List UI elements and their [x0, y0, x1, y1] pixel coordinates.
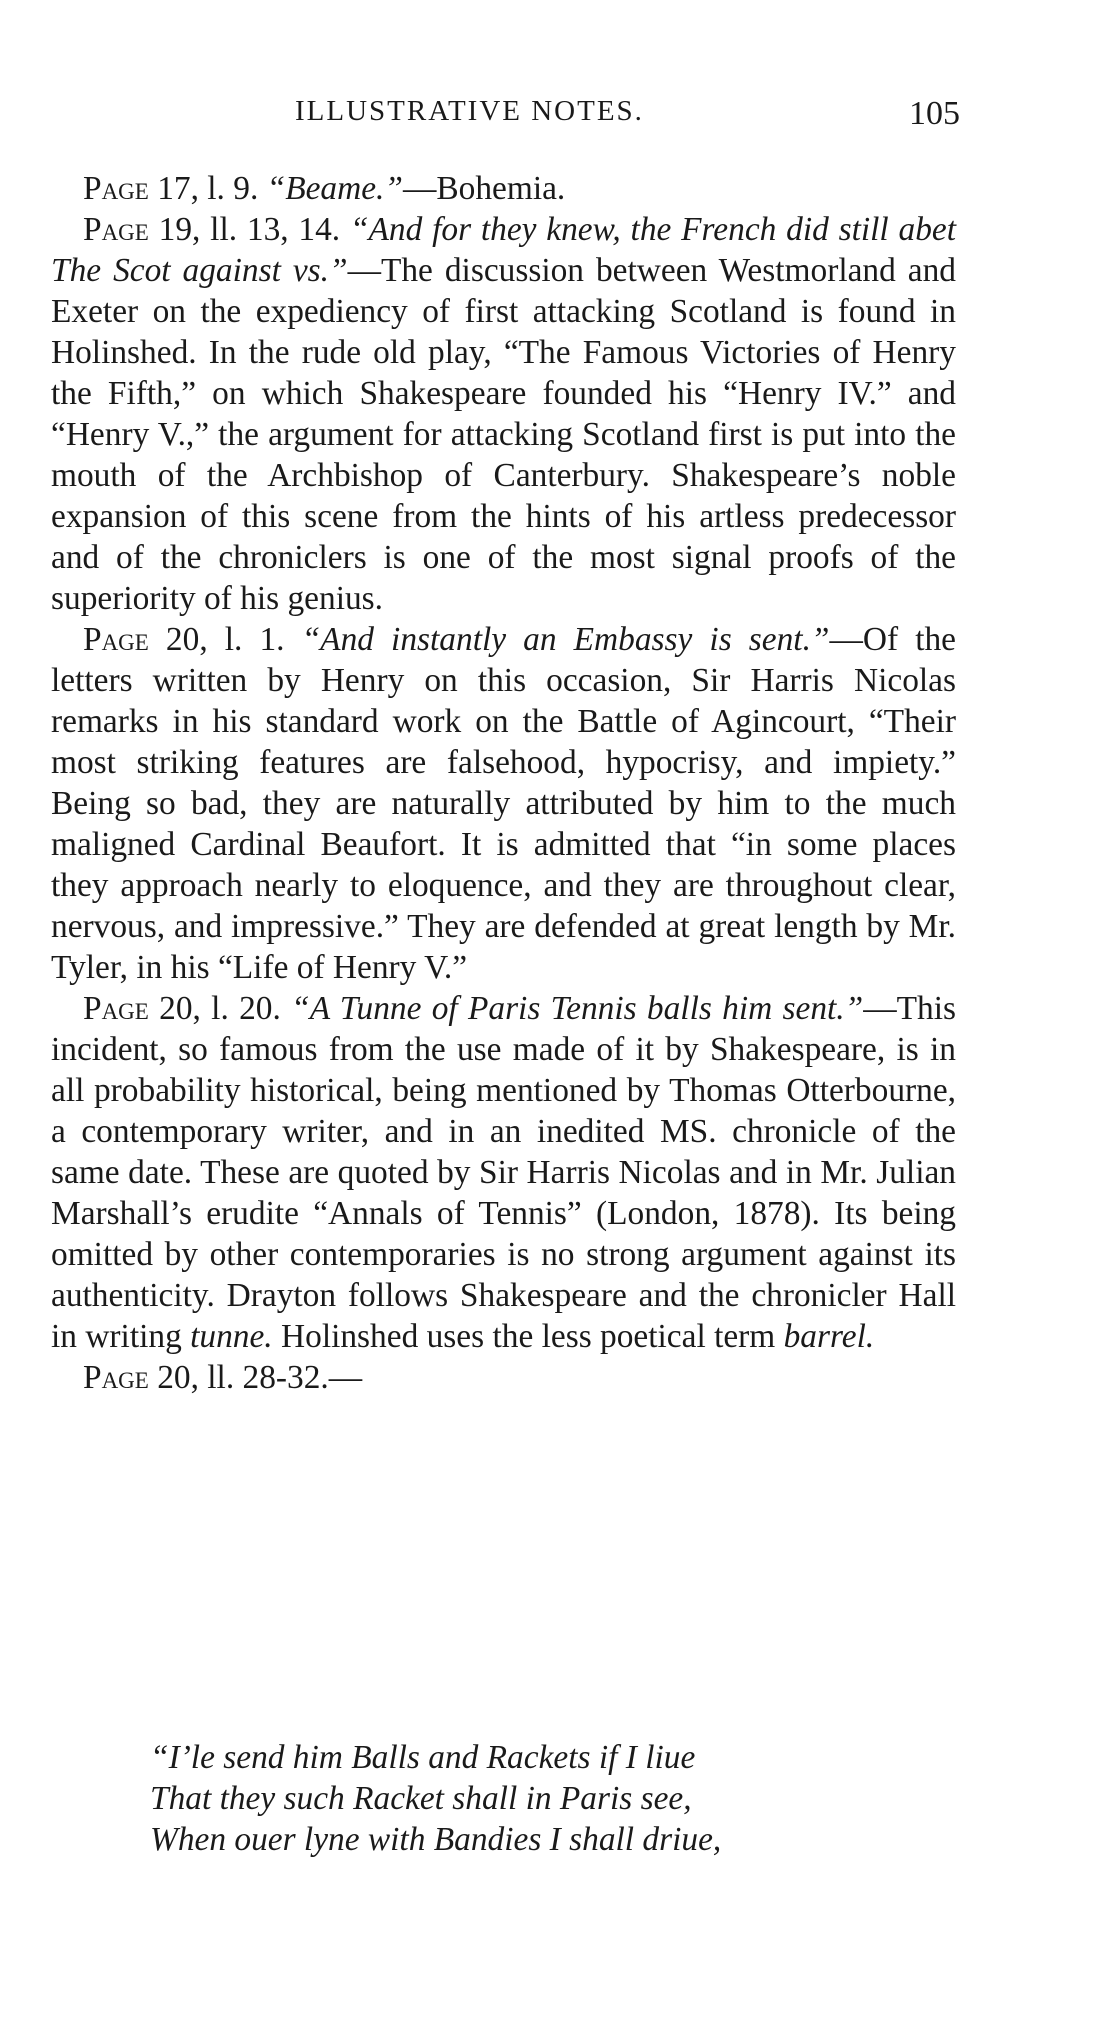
verse-line: When ouer lyne with Bandies I shall driue, [150, 1821, 722, 1858]
note-quote: “And for they knew, the French did still abet The Scot against vs.” [51, 211, 956, 289]
note-emphasis-barrel: barrel. [783, 1318, 875, 1355]
note-body: —Of the letters written by Henry on this occasion, Sir Harris Nicolas remarks in his standard work on the Battle of Agincourt, “Their most striking features are falsehood, hypocrisy, and impiety.” Being so bad, they are naturally attributed by him to the much maligned Cardinal Beaufort. It is admitted that “in some places they approach nearly to eloquence, and they are throughout clear, nervous, and impressive.” They are defended at great length by Mr. Tyler, in his “Life of Henry V.” [51, 621, 957, 986]
note-ref-label: Page [83, 621, 149, 658]
note-body: Holinshed uses the less poetical term [272, 1318, 784, 1355]
note-page-20-lines-28-32 [51, 1357, 956, 1398]
notes-text [51, 168, 956, 1398]
note-body: —Bohemia. [402, 170, 566, 207]
note-quote: “Beame.” [266, 170, 403, 207]
note-page-17 [51, 168, 956, 209]
note-emphasis-tunne: tunne. [190, 1318, 273, 1355]
verse-line: “I’le send him Balls and Rackets if I liue [150, 1739, 696, 1776]
note-body: —The discussion between Westmorland and Exeter on the expediency of first attacking Scotland is found in Holinshed. In the rude old play, “The Famous Victories of Henry the Fifth,” on which Shakespeare founded his “Henry IV.” and “Henry V.,” the argument for attacking Scotland first is put into the mouth of the Archbishop of Canterbury. Shakespeare’s noble expansion of this scene from the hints of his artless predecessor and of the chroniclers is one of the most signal proofs of the superiority of his genius. [51, 252, 956, 617]
note-ref-label: Page [83, 990, 149, 1027]
verse-quotation [150, 1737, 950, 1860]
note-ref-location: 20, ll. 28-32.— [148, 1359, 363, 1396]
note-ref-label: Page [83, 211, 149, 248]
note-ref-label: Page [83, 1359, 149, 1396]
verse-line: That they such Racket shall in Paris see, [150, 1780, 692, 1817]
note-ref-location: 20, l. 1. [148, 621, 302, 658]
note-page-20-line-20 [51, 988, 956, 1357]
page-number: 105 [909, 95, 960, 132]
note-ref-label: Page [83, 170, 149, 207]
note-body: —This incident, so famous from the use made of it by Shakespeare, is in all probability historical, being mentioned by Thomas Otterbourne, a contemporary writer, and in an inedited MS. chronicle of the same date. These are quoted by Sir Harris Nicolas and in Mr. Julian Marshall’s erudite “Annals of Tennis” (London, 1878). Its being omitted by other contemporaries is no strong argument against its authenticity. Drayton follows Shakespeare and the chronicler Hall in writing [51, 990, 956, 1355]
note-quote: “A Tunne of Paris Tennis balls him sent.” [291, 990, 864, 1027]
page-header [50, 95, 960, 145]
running-title: ILLUSTRATIVE NOTES. [295, 95, 644, 127]
note-ref-location: 17, l. 9. [148, 170, 267, 207]
note-ref-location: 20, l. 20. [148, 990, 292, 1027]
note-page-20-line-1 [51, 619, 956, 988]
note-page-19 [51, 209, 956, 619]
note-ref-location: 19, ll. 13, 14. [148, 211, 350, 248]
note-quote: “And instantly an Embassy is sent.” [301, 621, 830, 658]
